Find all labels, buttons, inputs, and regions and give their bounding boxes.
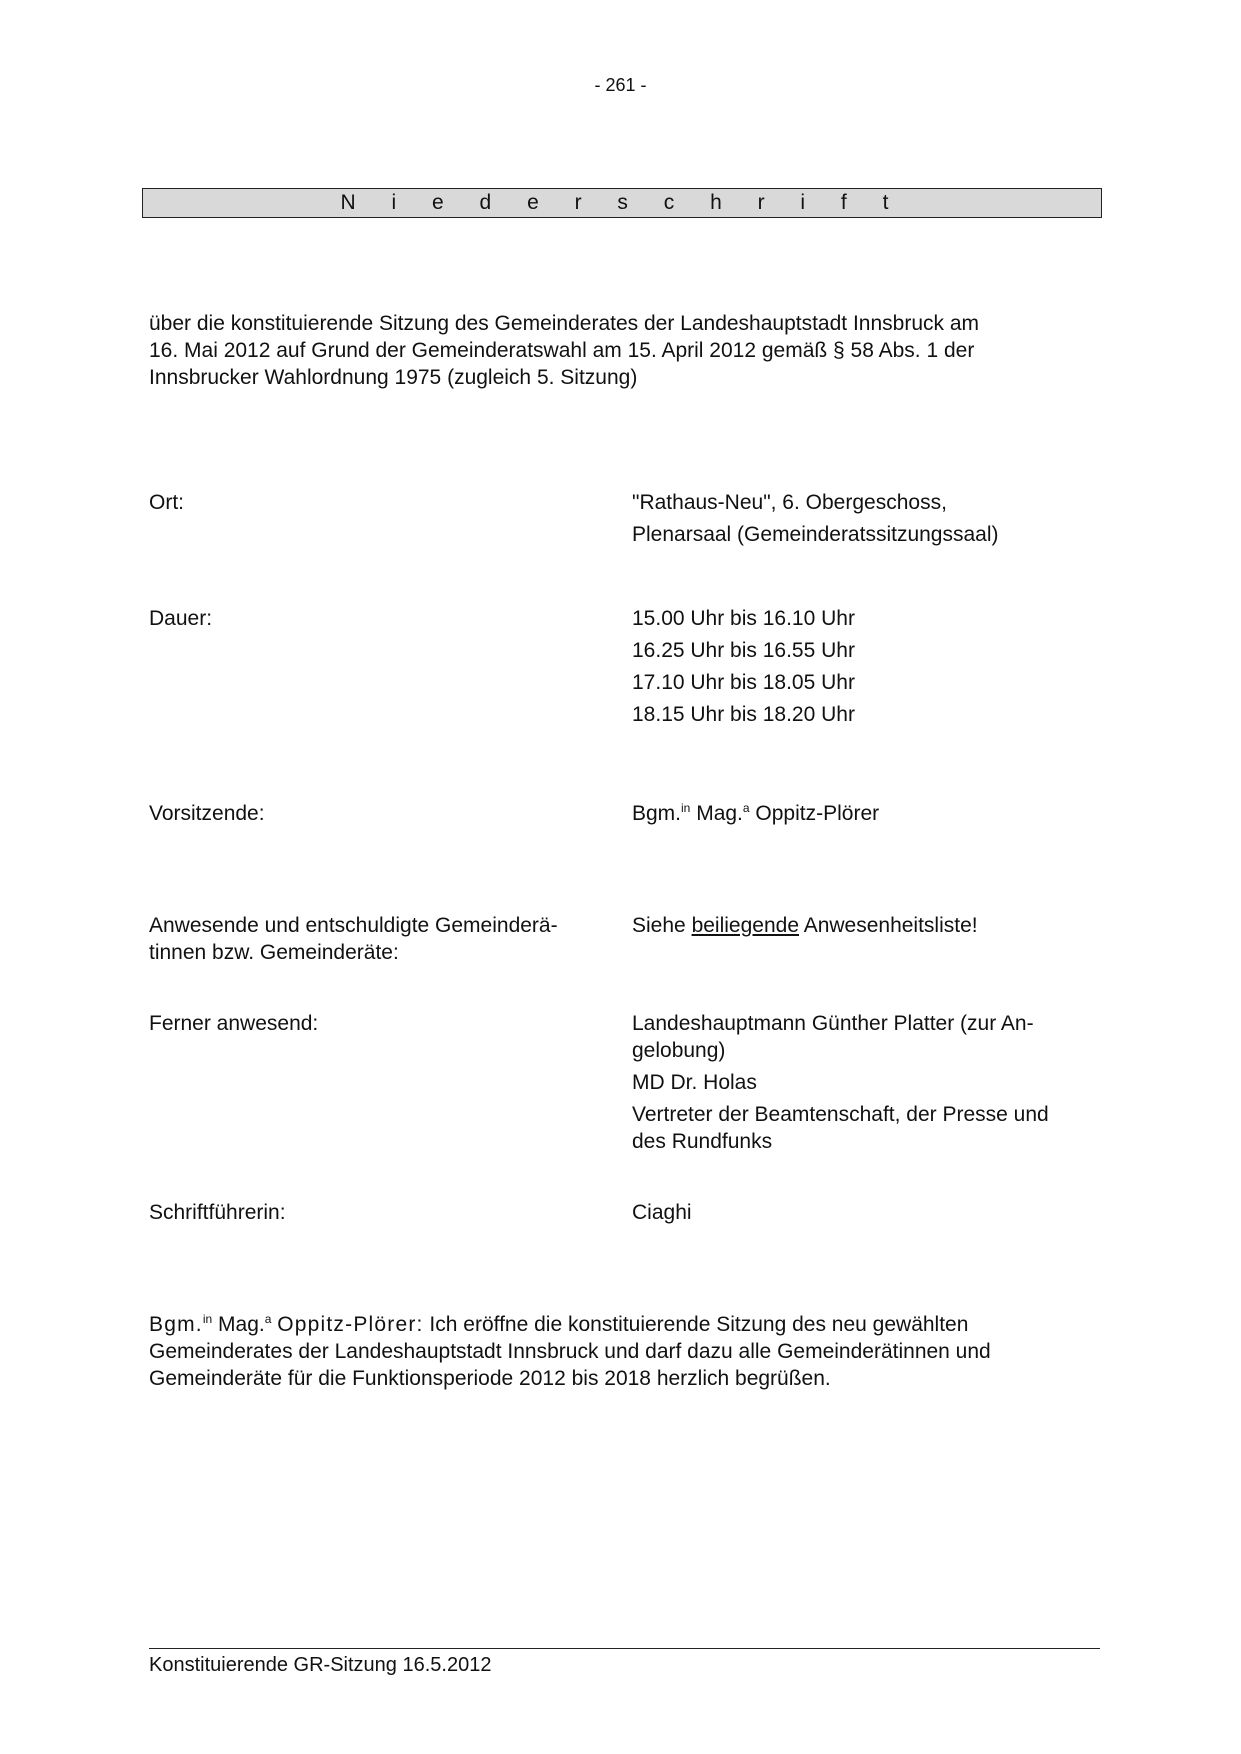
speech-line	[149, 1311, 1094, 1338]
intro-line: über die konstituierende Sitzung des Gemeinderates der Landeshauptstadt Innsbruck am	[149, 312, 980, 335]
schriftfuehrerin-label: Schriftführerin:	[149, 1201, 286, 1224]
intro-line: 16. Mai 2012 auf Grund der Gemeinderatswahl am 15. April 2012 gemäß § 58 Abs. 1 der	[149, 339, 975, 362]
title-bgm-sup: in	[681, 801, 691, 815]
dauer-line: 18.15 Uhr bis 18.20 Uhr	[632, 703, 855, 726]
ferner-label: Ferner anwesend:	[149, 1012, 319, 1035]
ort-value	[632, 489, 1097, 553]
title-bgm: Bgm.	[632, 802, 682, 825]
page-number: - 261 -	[594, 75, 647, 95]
ort-line: Plenarsaal (Gemeinderatssitzungssaal)	[632, 523, 999, 546]
ort-label: Ort:	[149, 491, 184, 514]
anwesende-label-line: tinnen bzw. Gemeinderäte:	[149, 941, 399, 964]
ferner-item: MD Dr. Holas	[632, 1071, 757, 1094]
speaker-mag-sup: a	[264, 1312, 272, 1326]
vorsitzende-label: Vorsitzende:	[149, 802, 265, 825]
dauer-line: 16.25 Uhr bis 16.55 Uhr	[632, 639, 855, 662]
ferner-item	[632, 1010, 1097, 1064]
ferner-item-line: Landeshauptmann Günther Platter (zur An-	[632, 1012, 1034, 1035]
dauer-value	[632, 605, 1097, 733]
ferner-item-line: gelobung)	[632, 1039, 726, 1062]
dauer-line: 15.00 Uhr bis 16.10 Uhr	[632, 607, 855, 630]
speaker-mag: Mag.	[218, 1313, 265, 1336]
ferner-value	[632, 1010, 1097, 1155]
ferner-item-line: Vertreter der Beamtenschaft, der Presse und	[632, 1103, 1049, 1126]
footer-divider	[149, 1648, 1100, 1649]
anwesende-post: Anwesenheitsliste!	[803, 914, 978, 937]
ferner-item	[632, 1101, 1097, 1155]
dauer-label: Dauer:	[149, 607, 213, 630]
speech-line: Gemeinderates der Landeshauptstadt Innsbruck und darf dazu alle Gemeinderätinnen und	[149, 1340, 991, 1363]
anwesende-value	[632, 912, 1097, 939]
speech-line: Gemeinderäte für die Funktionsperiode 2012 bis 2018 herzlich begrüßen.	[149, 1367, 831, 1390]
speaker-name: Oppitz-Plörer:	[277, 1313, 424, 1336]
anwesende-underlined: beiliegende	[691, 914, 799, 937]
title-mag-sup: a	[742, 801, 750, 815]
speaker-bgm-sup: in	[202, 1312, 213, 1326]
anwesende-pre: Siehe	[632, 914, 686, 937]
anwesende-label-line: Anwesende und entschuldigte Gemeinderä-	[149, 914, 558, 937]
anwesende-label	[149, 912, 609, 966]
speaker-bgm: Bgm.	[149, 1313, 203, 1336]
vorsitzende-name: Oppitz-Plörer	[755, 802, 880, 825]
opening-speech	[149, 1311, 1094, 1392]
dauer-line: 17.10 Uhr bis 18.05 Uhr	[632, 671, 855, 694]
footer-text: Konstituierende GR-Sitzung 16.5.2012	[149, 1654, 492, 1676]
schriftfuehrerin-value: Ciaghi	[632, 1201, 692, 1224]
intro-line: Innsbrucker Wahlordnung 1975 (zugleich 5. Sitzung)	[149, 366, 638, 389]
title-mag: Mag.	[696, 802, 743, 825]
speech-text: Ich eröffne die konstituierende Sitzung des neu gewählten	[429, 1313, 969, 1336]
document-title: N i e d e r s c h r i f t	[142, 188, 1102, 218]
intro-paragraph	[149, 310, 1089, 391]
ferner-item-line: des Rundfunks	[632, 1130, 773, 1153]
vorsitzende-value	[632, 800, 1097, 827]
ort-line: "Rathaus-Neu", 6. Obergeschoss,	[632, 491, 947, 514]
